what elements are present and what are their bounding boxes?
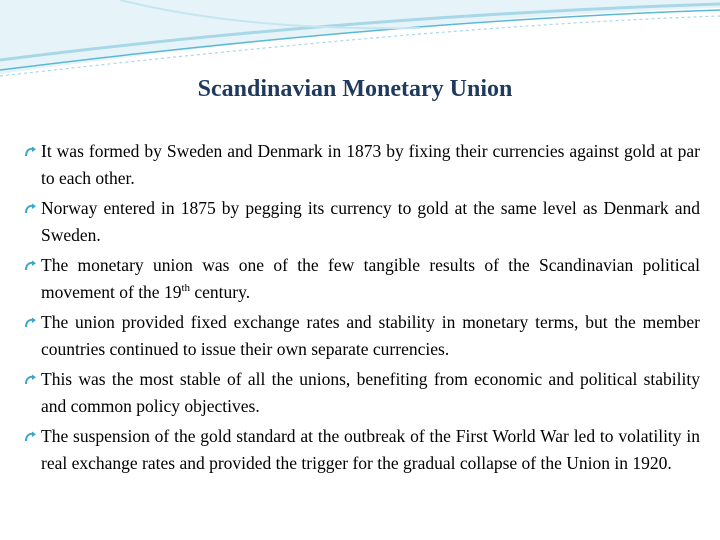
- superscript-suffix: th: [181, 282, 191, 295]
- curved-arrow-icon: [24, 146, 37, 158]
- bullet-text-tail: century.: [190, 282, 251, 302]
- bullet-text: Norway entered in 1875 by pegging its currency to gold at the same level as Denmark and Sweden.: [41, 198, 700, 245]
- bullet-item: [24, 423, 700, 477]
- bullet-item: [24, 138, 700, 192]
- bullet-text: The union provided fixed exchange rates and stability in monetary terms, but the member countries continued to issue their own separate currencies.: [41, 312, 700, 359]
- bullet-item: [24, 366, 700, 420]
- slide-title: Scandinavian Monetary Union: [197, 76, 513, 102]
- curved-arrow-icon: [24, 260, 37, 272]
- curved-arrow-icon: [24, 431, 37, 443]
- bullet-text: This was the most stable of all the unions, benefiting from economic and political stability and common policy objectives.: [41, 369, 700, 416]
- bullet-text: The monetary union was one of the few tangible results of the Scandinavian political movement of the 19: [41, 255, 700, 302]
- bullet-list: [24, 138, 700, 480]
- curved-arrow-icon: [24, 374, 37, 386]
- bullet-text: It was formed by Sweden and Denmark in 1873 by fixing their currencies against gold at par to each other.: [41, 141, 700, 188]
- bullet-item: [24, 195, 700, 249]
- bullet-item: [24, 309, 700, 363]
- bullet-text: The suspension of the gold standard at the outbreak of the First World War led to volatility in real exchange rates and provided the trigger for the gradual collapse of the Union in 1920.: [41, 426, 700, 473]
- bullet-item: [24, 252, 700, 306]
- curved-arrow-icon: [24, 317, 37, 329]
- curved-arrow-icon: [24, 203, 37, 215]
